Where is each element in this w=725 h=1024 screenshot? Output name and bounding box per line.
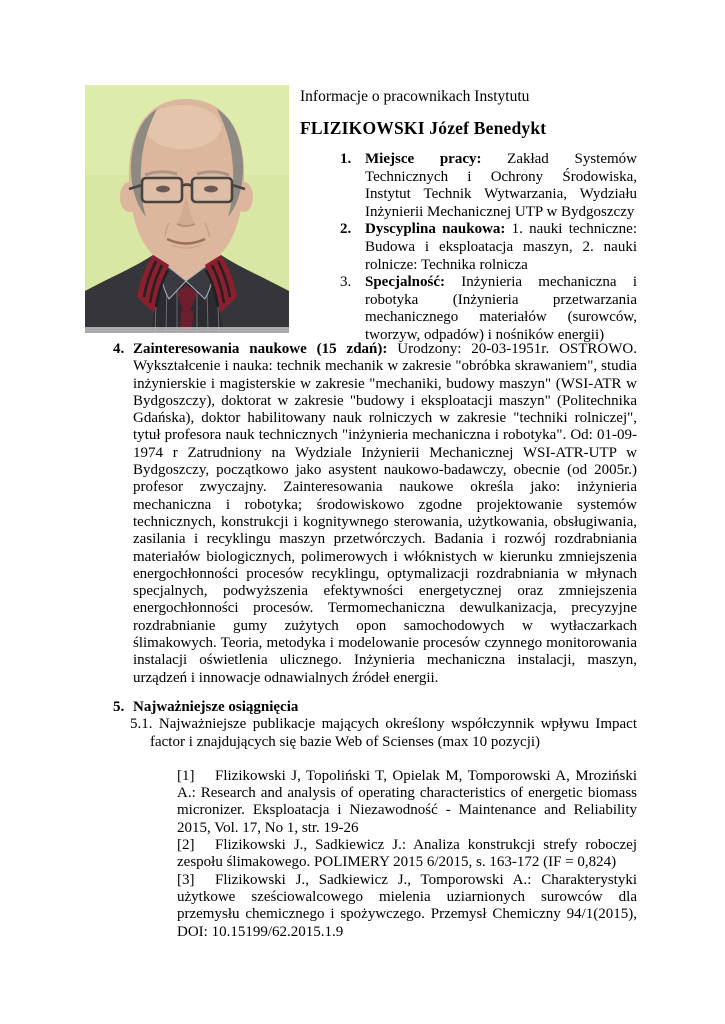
interests-text: Urodzony: 20-03-1951r. OSTROWO. Wykształcenie i nauka: technik mechanik w zakresie "obróbka skrawaniem", studia inżynierskie i magisterskie w zakresie "mechaniki, budowy maszyn" (WSI-ATR w Bydgoszczy), doktorat w zakresie "budowy i eksploatacji maszyn" (Politechnika Gdańska), doktor habilitowany nauk rolniczych w zakresie "techniki rolniczej", tytuł profesora nauk technicznych "inżynieria mechaniczna i robotyka". Od: 01-09-1974 r Zatrudniony na Wydziale Inżynierii Mechanicznej WSI-ATR-UTP w Bydgoszczy, początkowo jako asystent naukowo-badawczy, obecnie (od 2005r.) profesor zwyczajny. Zainteresowania naukowe określa jako: inżynieria mechaniczna i robotyka; środowiskowo zgodne projektowanie systemów technicznych, konstrukcji i kognitywnego sterowania, użytkowania, obsługiwania, zasilania i recyklingu maszyn przetwórczych. Badania i rozwój rozdrabniania materiałów biologicznych, polimerowych i włóknistych w kierunku zmniejszenia energochłonności procesów recyklingu, optymalizacji rozdrabniania w młynach specjalnych, podwyższenia efektywności energetycznej oraz zmniejszenia energochłonności procesów. Termomechaniczna dewulkanizacja, precyzyjne rozdrabnianie gumy zużytych opon samochodowych w wytłaczarkach ślimakowych. Teoria, metodyka i modelowanie procesów czynnego monitorowania instalacji oświetlenia ulicznego. Inżynieria mechaniczna instalacji, maszyn, urządzeń i innowacje odnawialnych źródeł energii. <box>133 341 637 686</box>
item-text: Inżynieria mechaniczna i robotyka (Inżynieria przetwarzania mechanicznego materiałów (surowców, tworzyw, odpadów) i nośników energii) <box>365 274 637 343</box>
person-name-title: FLIZIKOWSKI Józef Benedykt <box>300 118 547 138</box>
publication-ref: [2] <box>177 837 195 854</box>
item-number: 1. <box>340 151 352 167</box>
subsection-publications-intro <box>130 716 638 751</box>
item-number: 3. <box>340 274 352 291</box>
photo-bottom-strip <box>85 327 289 333</box>
achievements-title: Najważniejsze osiągnięcia <box>133 698 299 715</box>
subsection-text: Najważniejsze publikacje mających określony współczynnik wpływu Impact factor i znajdujących się bazie Web of Scienses (max 10 pozycji) <box>150 716 638 750</box>
publication-entry <box>177 768 637 837</box>
publication-text: Flizikowski J., Sadkiewicz J.: Analiza konstrukcji strefy roboczej zespołu ślimakowego. POLIMERY 2015 6/2015, s. 163-172 (IF = 0,824) <box>177 837 637 871</box>
publication-ref: [1] <box>177 767 195 784</box>
section-achievements-heading <box>113 698 637 716</box>
list-item-discipline <box>340 221 637 274</box>
portrait-photo <box>85 85 289 333</box>
glasses-lens-right <box>192 178 232 202</box>
section-interests <box>113 341 637 687</box>
glasses-bridge <box>182 185 192 187</box>
portrait-photo-graphic <box>85 85 289 333</box>
info-list <box>340 151 637 345</box>
publications-list <box>177 768 637 941</box>
item-number: 2. <box>340 221 352 238</box>
list-item-workplace <box>340 151 637 221</box>
publication-entry <box>177 837 637 872</box>
item-lead: Dyscyplina naukowa: <box>365 221 506 238</box>
publication-text: Flizikowski J., Sadkiewicz J., Tomporowski A.: Charakterystyki użytkowe sześciowalcowego mielenia uziarnionych surowców dla przemysłu chemicznego i spożywczego. Przemysł Chemiczny 94/1(2015), DOI: 10.15199/62.2015.1.9 <box>177 871 637 940</box>
publication-text: Flizikowski J, Topoliński T, Opielak M, Tomporowski A, Mroziński A.: Research and analysis of operating characteristics of energetic biomass micronizer. Eksploatacja i Niezawodność - Maintenance and Reliability 2015, Vol. 17, No 1, str. 19-26 <box>177 767 637 836</box>
item-text: Zakład Systemów Technicznych i Ochrony Środowiska, Instytut Technik Wytwarzania, Wydziału Inżynierii Mechanicznej UTP w Bydgoszczy <box>365 151 637 220</box>
item-lead: Zainteresowania naukowe (15 zdań): <box>133 341 388 357</box>
item-lead: Miejsce pracy: <box>365 151 482 167</box>
crown-highlight <box>145 105 221 149</box>
item-text: 1. nauki techniczne: Budowa i eksploatacja maszyn, 2. nauki rolnicze: Technika rolnicza <box>365 221 637 273</box>
lower-sections <box>113 341 637 941</box>
item-lead: Specjalność: <box>365 274 445 291</box>
publication-entry <box>177 872 637 941</box>
item-number: 5. <box>113 698 125 715</box>
item-number: 4. <box>113 341 125 357</box>
glasses-lens-left <box>142 178 182 202</box>
publication-ref: [3] <box>177 871 195 888</box>
list-item-specialty <box>340 274 637 344</box>
document-header: Informacje o pracownikach Instytutu <box>300 88 530 105</box>
subsection-number: 5.1. <box>130 716 153 733</box>
